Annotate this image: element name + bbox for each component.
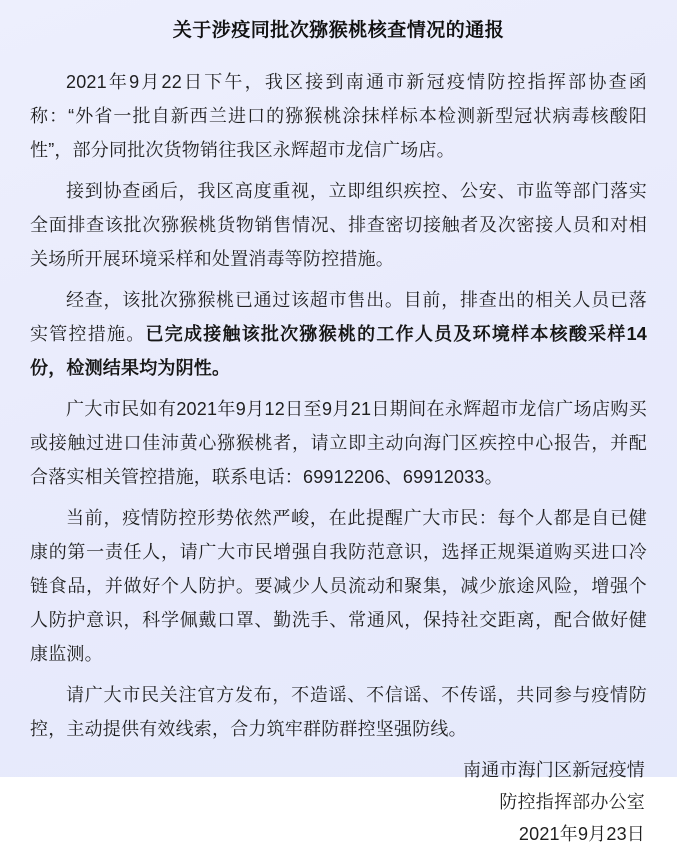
paragraph-2: 接到协查函后，我区高度重视，立即组织疾控、公安、市监等部门落实全面排查该批次猕猴桃货物销售情况、排查密切接触者及次密接人员和对相关场所开展环境采样和处置消毒等防控措施。 xyxy=(30,181,647,269)
paragraph-6: 请广大市民关注官方发布，不造谣、不信谣、不传谣，共同参与疫情防控，主动提供有效线索，合力筑牢群防群控坚强防线。 xyxy=(30,685,647,739)
signature-org-line-2: 防控指挥部办公室 xyxy=(499,792,645,812)
page-title: 关于涉疫同批次猕猴桃核查情况的通报 xyxy=(172,20,505,41)
paragraph-4: 广大市民如有2021年9月12日至9月21日期间在永辉超市龙信广场店购买或接触过进口佳沛黄心猕猴桃者，请立即主动向海门区疾控中心报告，并配合落实相关管控措施，联系电话：69912206、69912033。 xyxy=(30,399,647,487)
signature-org-line-1: 南通市海门区新冠疫情 xyxy=(463,760,645,780)
paragraph-3-bold-text: 已完成接触该批次猕猴桃的工作人员及环境样本核酸采样14份，检测结果均为阴性。 xyxy=(30,324,647,378)
paragraph-5: 当前，疫情防控形势依然严峻，在此提醒广大市民：每个人都是自已健康的第一责任人，请广大市民增强自我防范意识，选择正规渠道购买进口冷链食品，并做好个人防护。要减少人员流动和聚集，减少旅途风险，增强个人防护意识，科学佩戴口罩、勤洗手、常通风，保持社交距离，配合做好健康监测。 xyxy=(30,508,647,664)
paragraph-1: 2021年9月22日下午，我区接到南通市新冠疫情防控指挥部协查函称：“外省一批自新西兰进口的猕猴桃涂抹样标本检测新型冠状病毒核酸阳性”，部分同批次货物销往我区永辉超市龙信广场店。 xyxy=(30,72,647,160)
signature-block xyxy=(30,754,647,850)
signature-date: 2021年9月23日 xyxy=(518,824,645,844)
paragraph-3 xyxy=(30,283,647,385)
paragraph-3-normal-text: 经查，该批次猕猴桃已通过该超市售出。目前，排查出的相关人员已落实管控措施。 xyxy=(30,290,647,344)
